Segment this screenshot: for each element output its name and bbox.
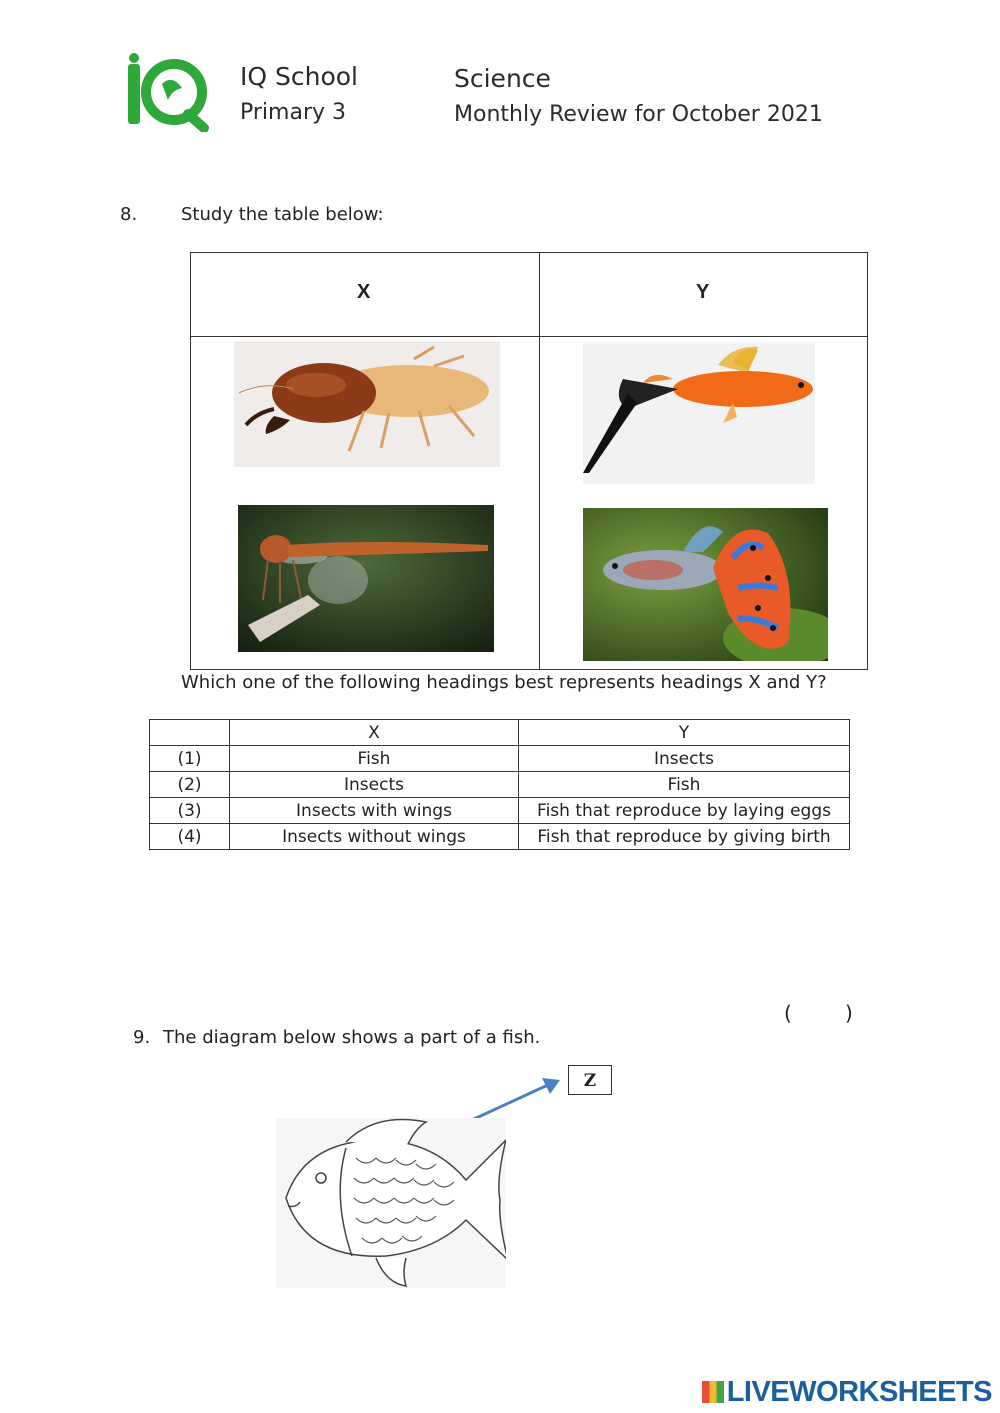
fish-diagram xyxy=(276,1118,506,1288)
answer-close-paren: ) xyxy=(845,1001,853,1025)
classification-table xyxy=(190,252,868,670)
school-name: IQ School xyxy=(240,62,358,91)
options-header-cell xyxy=(150,720,230,746)
table-divider xyxy=(539,253,540,669)
label-z-box: Z xyxy=(568,1065,612,1095)
option-x: Fish xyxy=(230,746,519,772)
question-8-number: 8. xyxy=(120,204,138,225)
option-row-1 xyxy=(150,746,850,772)
termite-photo xyxy=(234,341,500,467)
liveworksheets-logo xyxy=(702,1376,992,1409)
dragonfly-photo xyxy=(238,505,494,652)
option-label: (4) xyxy=(150,824,230,850)
option-y: Fish that reproduce by giving birth xyxy=(519,824,850,850)
option-y: Fish that reproduce by laying eggs xyxy=(519,798,850,824)
review-title: Monthly Review for October 2021 xyxy=(454,102,823,127)
question-8-text: Which one of the following headings best represents headings X and Y? xyxy=(181,672,827,693)
option-row-3 xyxy=(150,798,850,824)
option-row-4 xyxy=(150,824,850,850)
option-y: Fish xyxy=(519,772,850,798)
brand-text: LIVEWORKSHEETS xyxy=(726,1376,992,1408)
option-label: (2) xyxy=(150,772,230,798)
subject: Science xyxy=(454,64,551,93)
heading-y: Y xyxy=(696,281,710,303)
option-label: (1) xyxy=(150,746,230,772)
heading-x: X xyxy=(357,281,371,303)
option-x: Insects xyxy=(230,772,519,798)
option-row-2 xyxy=(150,772,850,798)
option-y: Insects xyxy=(519,746,850,772)
question-9-number: 9. xyxy=(133,1027,151,1048)
options-header-row xyxy=(150,720,850,746)
question-9-prompt: The diagram below shows a part of a fish. xyxy=(163,1027,541,1048)
answer-blank[interactable] xyxy=(800,1000,840,1026)
options-header-cell: Y xyxy=(519,720,850,746)
options-table xyxy=(149,719,850,850)
option-label: (3) xyxy=(150,798,230,824)
options-header-cell: X xyxy=(230,720,519,746)
option-x: Insects without wings xyxy=(230,824,519,850)
brand-icon xyxy=(702,1381,724,1403)
guppy-fish-photo xyxy=(583,508,828,661)
option-x: Insects with wings xyxy=(230,798,519,824)
question-8-prompt: Study the table below: xyxy=(181,204,384,225)
school-logo xyxy=(118,52,210,132)
grade-level: Primary 3 xyxy=(240,100,347,125)
swordtail-fish-photo xyxy=(583,343,815,484)
answer-open-paren: ( xyxy=(784,1001,792,1025)
table-divider xyxy=(191,336,867,337)
